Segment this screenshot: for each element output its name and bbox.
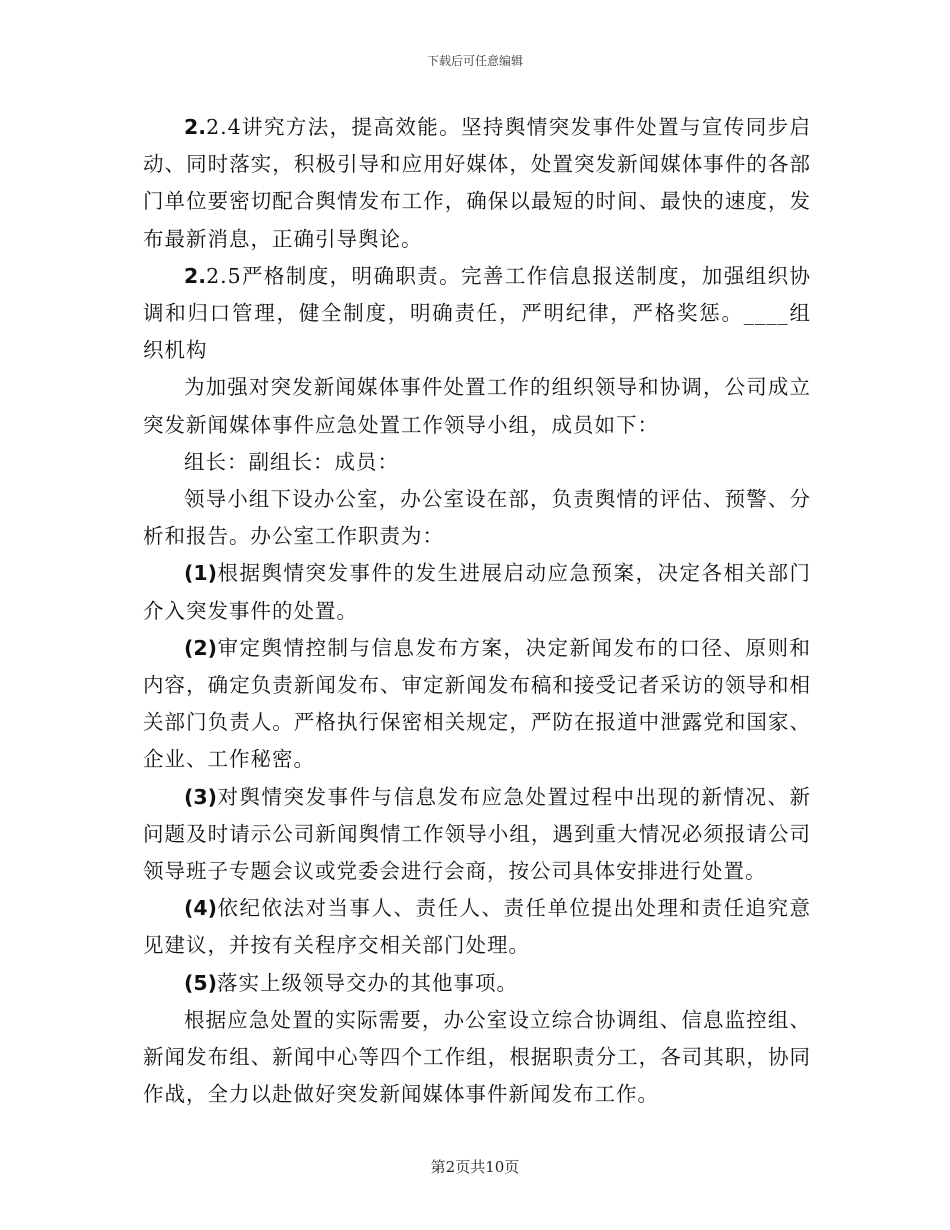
paragraph-2-2-5 [143,258,811,370]
paragraph-text: 组长：副组长：成员： [184,449,399,474]
document-body [143,109,811,1113]
paragraph-2-2-4 [143,109,811,258]
paragraph-text: 对舆情突发事件与信息发布应急处置过程中出现的新情况、新问题及时请示公司新闻舆情工作领导小组，遇到重大情况必须报请公司领导班子专题会议或党委会进行会商，按公司具体安排进行处置。 [143,784,811,884]
paragraph-text: 落实上级领导交办的其他事项。 [217,970,519,995]
paragraph-org-intro [143,369,811,443]
paragraph-number: (4) [184,896,218,921]
paragraph-text: 根据应急处置的实际需要，办公室设立综合协调组、信息监控组、新闻发布组、新闻中心等四个工作组，根据职责分工，各司其职，协同作战，全力以赴做好突发新闻媒体事件新闻发布工作。 [143,1007,811,1107]
paragraph-number: (2) [184,635,218,660]
paragraph-text: 领导小组下设办公室，办公室设在部，负责舆情的评估、预警、分析和报告。办公室工作职责为： [143,487,811,549]
page-header: 下载后可任意编辑 [426,54,523,68]
paragraph-text: 依纪依法对当事人、责任人、责任单位提出处理和责任追究意见建议，并按有关程序交相关部门处理。 [143,896,811,958]
paragraph-duty-4 [143,890,811,964]
paragraph-text: 根据舆情突发事件的发生进展启动应急预案，决定各相关部门介入突发事件的处置。 [143,561,811,623]
paragraph-members [143,444,811,481]
page-footer: 第2页共10页 [430,1158,520,1176]
paragraph-duty-5 [143,965,811,1002]
paragraph-text: 审定舆情控制与信息发布方案，决定新闻发布的口径、原则和内容，确定负责新闻发布、审定新闻发布稿和接受记者采访的领导和相关部门负责人。严格执行保密相关规定，严防在报道中泄露党和国家、企业、工作秘密。 [143,635,811,772]
paragraph-duty-1 [143,555,811,629]
paragraph-office [143,481,811,555]
paragraph-duty-2 [143,630,811,779]
paragraph-text: 2.5严格制度，明确职责。完善工作信息报送制度，加强组织协调和归口管理，健全制度，明确责任，严明纪律，严格奖惩。____组织机构 [143,263,811,363]
paragraph-number: (1) [184,561,218,586]
paragraph-text: 2.4讲究方法，提高效能。坚持舆情突发事件处置与宣传同步启动、同时落实，积极引导和应用好媒体，处置突发新闻媒体事件的各部门单位要密切配合舆情发布工作，确保以最短的时间、最快的速度，发布最新消息，正确引导舆论。 [143,115,811,251]
paragraph-number: (3) [184,784,218,809]
paragraph-work-groups [143,1002,811,1114]
paragraph-number: 2. [184,263,207,288]
paragraph-number: (5) [184,970,218,995]
paragraph-duty-3 [143,779,811,891]
paragraph-number: 2. [184,115,207,139]
paragraph-text: 为加强对突发新闻媒体事件处置工作的组织领导和协调，公司成立突发新闻媒体事件应急处置工作领导小组，成员如下： [143,375,811,437]
